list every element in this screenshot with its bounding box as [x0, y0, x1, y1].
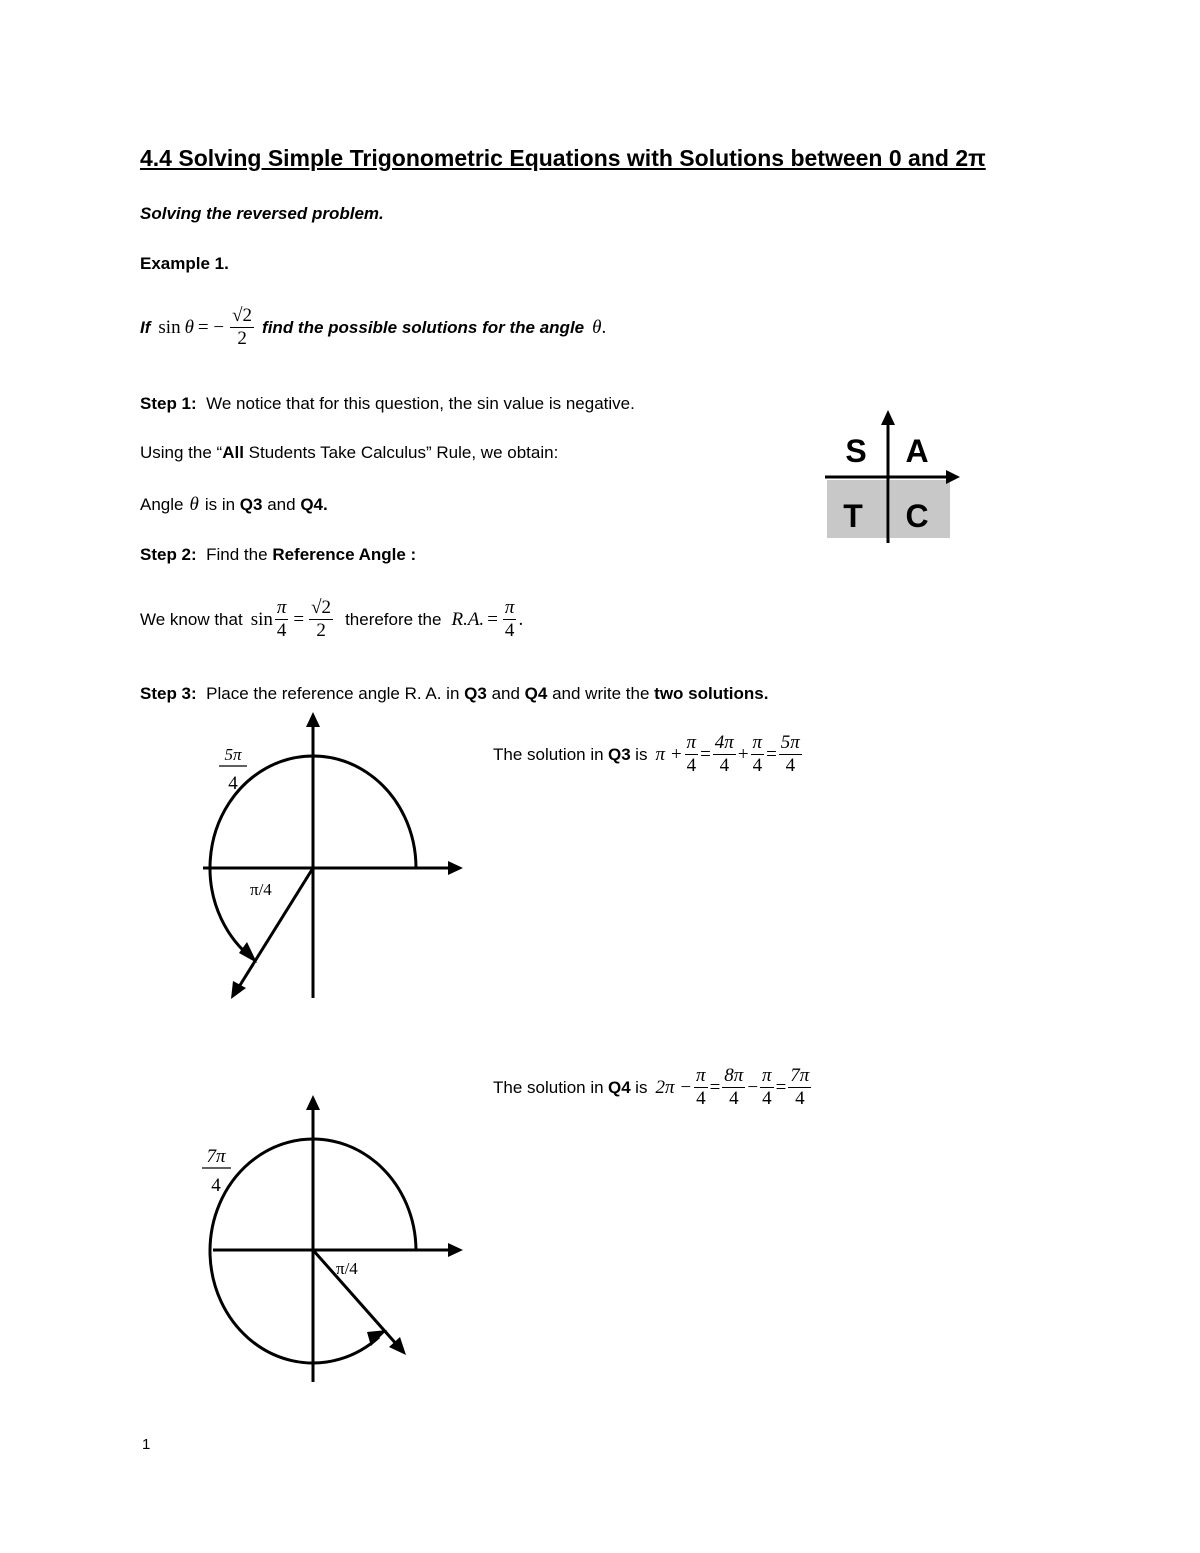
solution-q4: [493, 1066, 813, 1109]
prompt-end: .: [601, 316, 607, 338]
sol4-minus: −: [747, 1076, 759, 1098]
step3-text-pre: Place the reference angle R. A. in: [206, 684, 460, 703]
sol4-e2: =: [775, 1076, 787, 1098]
sol3-frac1: [685, 733, 699, 776]
sol3-e2: =: [766, 743, 777, 765]
step1-rule: [140, 443, 558, 463]
sol3-f1n: π: [686, 732, 697, 753]
sac-x-arrow: [946, 470, 960, 484]
step3-text-bold: two solutions.: [654, 684, 769, 703]
sol4-pre: The solution in: [493, 1077, 604, 1097]
d1-angle-num: 5π: [224, 745, 242, 764]
ra-frac-num: π: [504, 597, 515, 618]
d1-y-arrow: [306, 712, 320, 727]
rule-pre: Using the “: [140, 443, 223, 462]
step1-label: Step 1:: [140, 394, 197, 413]
angle-q4: Q4: [300, 495, 324, 514]
d1-ray-arrowhead: [231, 981, 246, 999]
angle-theta: θ: [189, 494, 199, 515]
step2-line: [140, 545, 416, 565]
sol4-frac4: [788, 1066, 811, 1109]
solution-q3: [493, 733, 804, 776]
sol3-t1: π +: [655, 743, 683, 765]
step2-ra-line: [140, 598, 523, 641]
unit-circle-q4-diagram: [195, 1088, 475, 1388]
sac-c-label: C: [905, 498, 929, 534]
angle-mid: is in: [204, 495, 236, 514]
step3-q4: Q4: [524, 684, 548, 703]
step1-angle: [140, 494, 328, 516]
sol3-e1: =: [700, 743, 711, 765]
rule-bold: All: [222, 443, 244, 462]
sol3-frac4: [779, 733, 802, 776]
sac-y-arrow: [881, 410, 895, 425]
sol4-f4n: 7π: [790, 1065, 810, 1086]
know-eq: =: [293, 608, 305, 630]
d2-angle-den: 4: [211, 1175, 221, 1196]
know-frac-den: 4: [276, 620, 287, 641]
know-ra: R.A.: [451, 608, 485, 630]
know-sin: sin: [250, 608, 273, 630]
angle-pre: Angle: [140, 495, 184, 514]
page-number: 1: [142, 1436, 151, 1453]
sol3-f3d: 4: [752, 755, 763, 776]
sac-t-label: T: [843, 498, 863, 534]
sol3-pre: The solution in: [493, 744, 604, 764]
angle-and: and: [267, 495, 296, 514]
unit-circle-q3-diagram: [195, 705, 475, 1010]
sol3-plus: +: [737, 743, 749, 765]
subtitle: Solving the reversed problem.: [140, 204, 384, 223]
step3-and: and: [491, 684, 520, 703]
sol3-q: Q3: [608, 744, 631, 764]
prompt-fraction-num: √2: [232, 305, 253, 326]
sol3-f1d: 4: [686, 755, 697, 776]
prompt-sin: sin: [158, 316, 181, 338]
ra-frac-den: 4: [504, 620, 515, 641]
know-pre: We know that: [140, 609, 243, 629]
prompt-fraction: [230, 306, 254, 349]
know-frac-num: π: [276, 597, 287, 618]
step3-label: Step 3:: [140, 684, 197, 703]
know-end: .: [518, 608, 524, 630]
know-ra-frac: [503, 598, 517, 641]
d2-x-arrow: [448, 1243, 463, 1257]
sol4-f1n: π: [696, 1065, 706, 1086]
sol3-frac3: [751, 733, 765, 776]
know-root-num: √2: [311, 597, 332, 618]
know-therefore: therefore the: [345, 609, 442, 629]
sol4-f4d: 4: [795, 1088, 805, 1109]
sol4-f3d: 4: [762, 1088, 772, 1109]
page-title: 4.4 Solving Simple Trigonometric Equations with Solutions between 0 and 2π: [140, 145, 986, 171]
sol3-f2n: 4π: [714, 732, 734, 753]
sol4-f2n: 8π: [724, 1065, 744, 1086]
sol4-frac1: [694, 1066, 708, 1109]
know-ra-eq: =: [487, 608, 498, 630]
sol4-frac2: [722, 1066, 745, 1109]
sac-a-label: A: [905, 433, 929, 469]
sol3-f4n: 5π: [780, 732, 800, 753]
sol3-frac2: [713, 733, 736, 776]
sol3-f2d: 4: [719, 755, 730, 776]
sac-s-label: S: [845, 433, 867, 469]
step3-q3: Q3: [464, 684, 487, 703]
prompt-fraction-den: 2: [237, 328, 247, 349]
sol3-f3n: π: [752, 732, 763, 753]
sol4-is: is: [635, 1077, 648, 1097]
sol3-f4d: 4: [785, 755, 796, 776]
know-frac-pi4: [275, 598, 289, 641]
prompt-theta2: θ: [592, 316, 602, 338]
angle-q3: Q3: [239, 495, 263, 514]
prompt-theta: θ: [184, 316, 194, 338]
step2-text-bold: Reference Angle :: [272, 545, 417, 564]
know-root-den: 2: [316, 620, 326, 641]
sol4-f1d: 4: [696, 1088, 706, 1109]
prompt-text: find the possible solutions for the angle: [262, 317, 585, 337]
angle-end: .: [323, 495, 328, 514]
d2-angle-num: 7π: [206, 1146, 226, 1167]
sol4-e1: =: [709, 1076, 721, 1098]
rule-post: Students Take Calculus” Rule, we obtain:: [243, 443, 559, 462]
d1-x-arrow: [448, 861, 463, 875]
step2-text-pre: Find the: [206, 545, 268, 564]
sol4-t1: 2π −: [655, 1076, 693, 1098]
d1-angle-den: 4: [228, 773, 238, 794]
sol4-frac3: [760, 1066, 774, 1109]
prompt-eq: = −: [197, 316, 225, 338]
sol3-is: is: [635, 744, 648, 764]
know-frac-root2: [309, 598, 333, 641]
step2-label: Step 2:: [140, 545, 197, 564]
step1-text: We notice that for this question, the sin value is negative.: [206, 394, 635, 413]
sol4-f2d: 4: [729, 1088, 739, 1109]
d2-ref-label: π/4: [336, 1259, 358, 1278]
sac-quadrant-chart: [820, 405, 965, 545]
example-prompt: [140, 306, 606, 349]
step3-line: [140, 684, 768, 704]
sol4-f3n: π: [762, 1065, 772, 1086]
d1-terminal-ray: [237, 868, 313, 990]
example-heading: Example 1.: [140, 254, 229, 273]
d1-ref-label: π/4: [250, 880, 272, 899]
d2-y-arrow: [306, 1095, 320, 1110]
prompt-if: If: [140, 317, 151, 337]
step1-line: [140, 394, 635, 414]
step3-text-mid: and write the: [552, 684, 650, 703]
sol4-q: Q4: [608, 1077, 631, 1097]
